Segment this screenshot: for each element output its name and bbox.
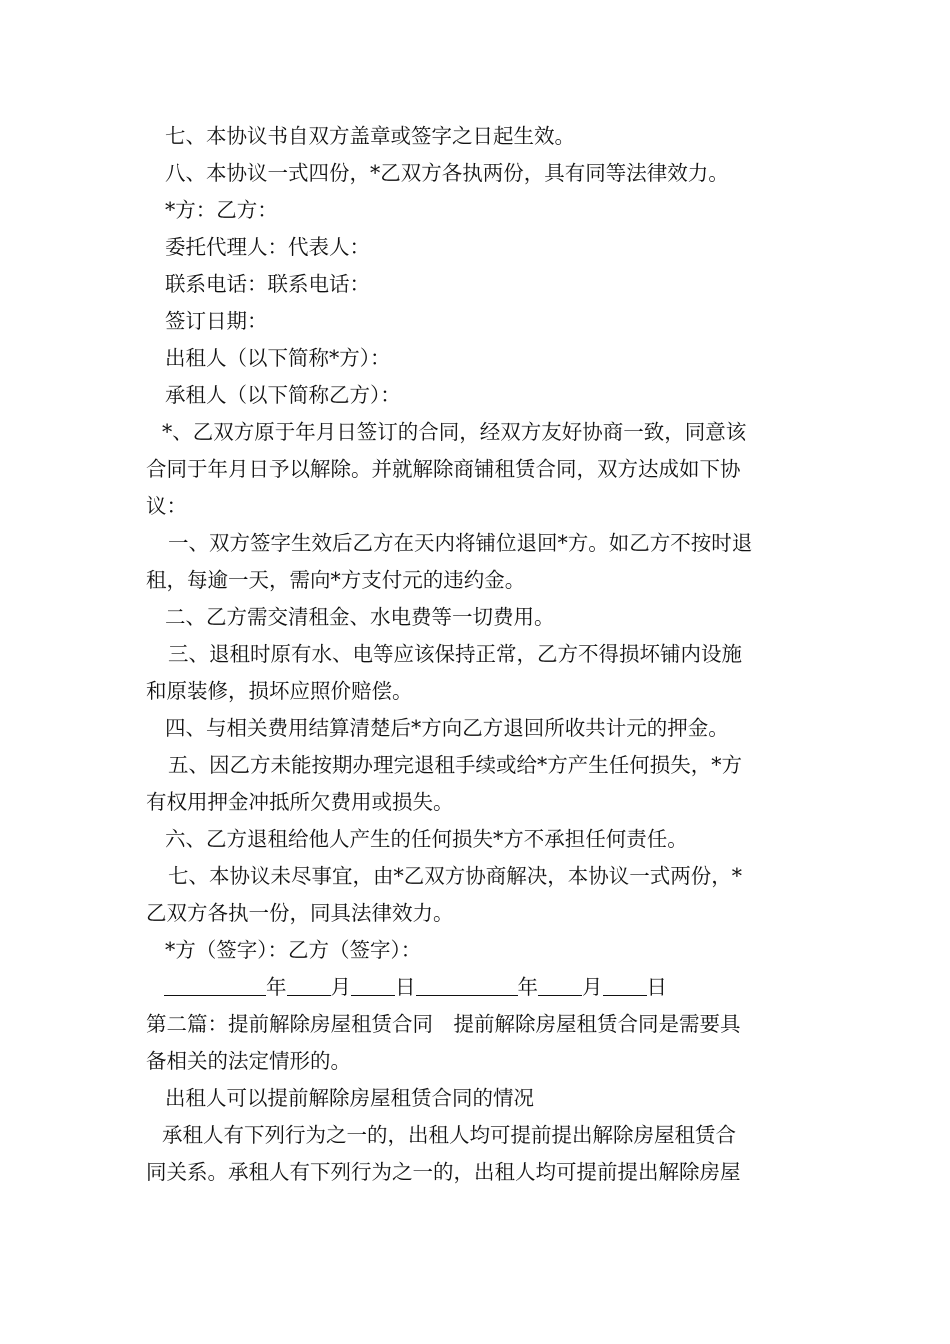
day-label: 日 bbox=[646, 975, 667, 999]
clause-5-line: 五、因乙方未能按期办理完退租手续或给*方产生任何损失，*方 bbox=[168, 753, 742, 777]
signature-labels: *方（签字）：乙方（签字）： bbox=[165, 938, 422, 962]
clause-4: 四、与相关费用结算清楚后*方向乙方退回所收共计元的押金。 bbox=[165, 716, 729, 740]
day-label: 日 bbox=[395, 975, 416, 999]
day-blank bbox=[351, 971, 395, 996]
lessee-label: 承租人（以下简称乙方）： bbox=[165, 383, 401, 407]
intro-paragraph-line: *、乙双方原于年月日签订的合同，经双方友好协商一致，同意该 bbox=[162, 420, 747, 444]
clause-7-line: 乙双方各执一份，同具法律效力。 bbox=[146, 901, 454, 925]
lessee-behavior-paragraph-line: 承租人有下列行为之一的，出租人均可提前提出解除房屋租赁合 bbox=[162, 1123, 736, 1147]
clause-8-copies: 八、本协议一式四份，*乙双方各执两份，具有同等法律效力。 bbox=[165, 161, 729, 185]
clause-2: 二、乙方需交清租金、水电费等一切费用。 bbox=[165, 605, 555, 629]
section-2-heading-line: 备相关的法定情形的。 bbox=[146, 1049, 351, 1073]
lessor-label: 出租人（以下简称*方）： bbox=[165, 346, 391, 370]
year-blank bbox=[416, 971, 518, 996]
month-label: 月 bbox=[330, 975, 351, 999]
clause-6: 六、乙方退租给他人产生的任何损失*方不承担任何责任。 bbox=[165, 827, 688, 851]
document-page bbox=[146, 118, 816, 1191]
sign-date-label: 签订日期： bbox=[165, 309, 268, 333]
clause-7-line: 七、本协议未尽事宜，由*乙双方协商解决，本协议一式两份，* bbox=[168, 864, 742, 888]
party-labels: *方：乙方： bbox=[165, 198, 278, 222]
intro-paragraph-line: 合同于年月日予以解除。并就解除商铺租赁合同，双方达成如下协 bbox=[146, 457, 741, 481]
month-blank bbox=[538, 971, 582, 996]
phone-labels: 联系电话：联系电话： bbox=[165, 272, 370, 296]
clause-7-effective: 七、本协议书自双方盖章或签字之日起生效。 bbox=[165, 124, 575, 148]
signature-date-row bbox=[146, 969, 816, 1006]
clause-3-line: 三、退租时原有水、电等应该保持正常，乙方不得损坏铺内设施 bbox=[168, 642, 742, 666]
section-2-heading-line: 第二篇：提前解除房屋租赁合同 提前解除房屋租赁合同是需要具 bbox=[146, 1012, 741, 1036]
lessee-behavior-paragraph-line: 同关系。承租人有下列行为之一的，出租人均可提前提出解除房屋 bbox=[146, 1160, 741, 1184]
year-blank bbox=[164, 971, 266, 996]
month-blank bbox=[287, 971, 331, 996]
month-label: 月 bbox=[582, 975, 603, 999]
year-label: 年 bbox=[266, 975, 287, 999]
intro-paragraph-line: 议： bbox=[146, 494, 187, 518]
lessor-termination-subheading: 出租人可以提前解除房屋租赁合同的情况 bbox=[165, 1086, 534, 1110]
day-blank bbox=[603, 971, 647, 996]
year-label: 年 bbox=[517, 975, 538, 999]
clause-1-line: 租，每逾一天，需向*方支付元的违约金。 bbox=[146, 568, 526, 592]
clause-3-line: 和原装修，损坏应照价赔偿。 bbox=[146, 679, 413, 703]
clause-5-line: 有权用押金冲抵所欠费用或损失。 bbox=[146, 790, 454, 814]
clause-1-line: 一、双方签字生效后乙方在天内将铺位退回*方。如乙方不按时退 bbox=[168, 531, 753, 555]
agent-labels: 委托代理人：代表人： bbox=[165, 235, 370, 259]
